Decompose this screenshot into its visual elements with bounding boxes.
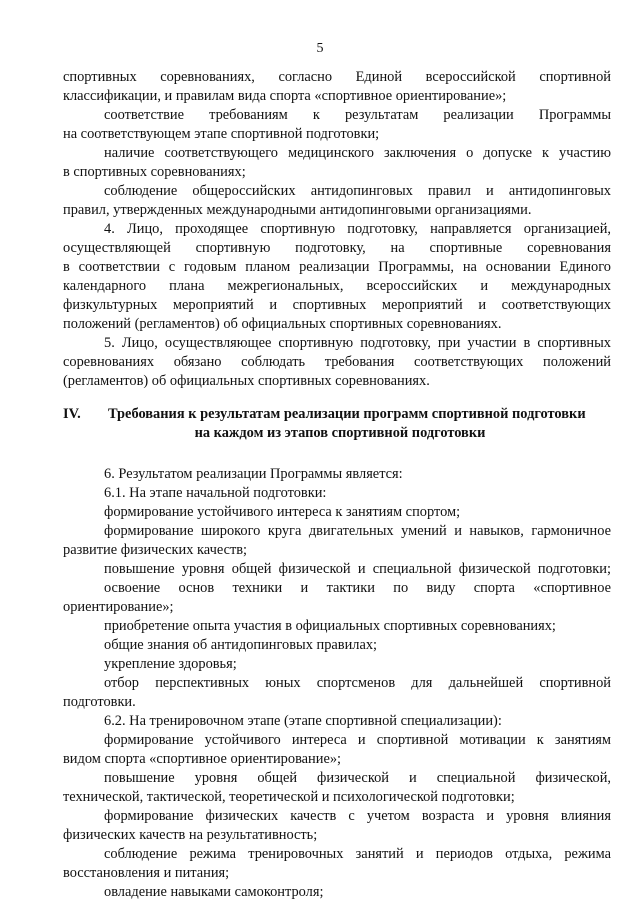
text-line: ориентирование»; <box>63 599 174 615</box>
text-line: спортивных соревнованиях, согласно Единой всероссийской спортивной <box>63 69 611 85</box>
text-line: приобретение опыта участия в официальных спортивных соревнованиях; <box>104 618 556 634</box>
text-line: положений (регламентов) об официальных спортивных соревнованиях. <box>63 316 502 332</box>
text-line: подготовки. <box>63 694 136 710</box>
text-line: общие знания об антидопинговых правилах; <box>104 637 378 653</box>
section-title-line-1: Требования к результатам реализации программ спортивной подготовки <box>108 406 586 422</box>
text-line: в спортивных соревнованиях; <box>63 164 246 180</box>
text-line: осуществляющей спортивную подготовку, на спортивные соревнования <box>63 240 611 256</box>
text-line: повышение уровня общей физической и специальной физической, <box>104 770 611 786</box>
text-line: формирование широкого круга двигательных умений и навыков, гармоничное <box>104 523 611 539</box>
text-line: на соответствующем этапе спортивной подготовки; <box>63 126 380 142</box>
text-line: 6. Результатом реализации Программы является: <box>104 466 403 482</box>
text-line: 4. Лицо, проходящее спортивную подготовку, направляется организацией, <box>104 221 611 237</box>
text-line: (регламентов) об официальных спортивных соревнованиях. <box>63 373 430 389</box>
text-line: соблюдение режима тренировочных занятий и периодов отдыха, режима <box>104 846 611 862</box>
text-line: правил, утвержденных международными антидопинговыми организациями. <box>63 202 532 218</box>
text-line: 6.1. На этапе начальной подготовки: <box>104 485 327 501</box>
text-line: формирование устойчивого интереса к занятиям спортом; <box>104 504 461 520</box>
text-line: соблюдение общероссийских антидопинговых правил и антидопинговых <box>104 183 611 199</box>
section-title-line-2: на каждом из этапов спортивной подготовки <box>194 425 486 441</box>
text-line: в соответствии с годовым планом реализации Программы, на основании Единого <box>63 259 611 275</box>
text-line: повышение уровня общей физической и специальной физической подготовки; <box>104 561 611 577</box>
text-line: физических качеств на результативность; <box>63 827 318 843</box>
text-line: освоение основ техники и тактики по виду спорта «спортивное <box>104 580 611 596</box>
text-line: классификации, и правилам вида спорта «спортивное ориентирование»; <box>63 88 507 104</box>
text-line: отбор перспективных юных спортсменов для дальнейшей спортивной <box>104 675 611 691</box>
text-line: видом спорта «спортивное ориентирование»; <box>63 751 342 767</box>
text-line: соревнованиях обязано соблюдать требования соответствующих положений <box>63 354 611 370</box>
text-line: укрепление здоровья; <box>104 656 237 672</box>
text-line: 6.2. На тренировочном этапе (этапе спортивной специализации): <box>104 713 502 729</box>
section-number: IV. <box>63 406 81 422</box>
text-line: технической, тактической, теоретической и психологической подготовки; <box>63 789 515 805</box>
text-line: формирование физических качеств с учетом возраста и уровня влияния <box>104 808 611 824</box>
text-line: овладение навыками самоконтроля; <box>104 884 324 900</box>
text-line: восстановления и питания; <box>63 865 230 881</box>
text-line: формирование устойчивого интереса и спортивной мотивации к занятиям <box>104 732 611 748</box>
text-line: развитие физических качеств; <box>63 542 248 558</box>
text-line: календарного плана межрегиональных, всероссийских и международных <box>63 278 611 294</box>
text-line: физкультурных мероприятий и спортивных мероприятий и соответствующих <box>63 297 611 313</box>
text-line: соответствие требованиям к результатам реализации Программы <box>104 107 611 123</box>
page-number: 5 <box>316 41 324 56</box>
text-line: наличие соответствующего медицинского заключения о допуске к участию <box>104 145 611 161</box>
text-line: 5. Лицо, осуществляющее спортивную подготовку, при участии в спортивных <box>104 335 611 351</box>
